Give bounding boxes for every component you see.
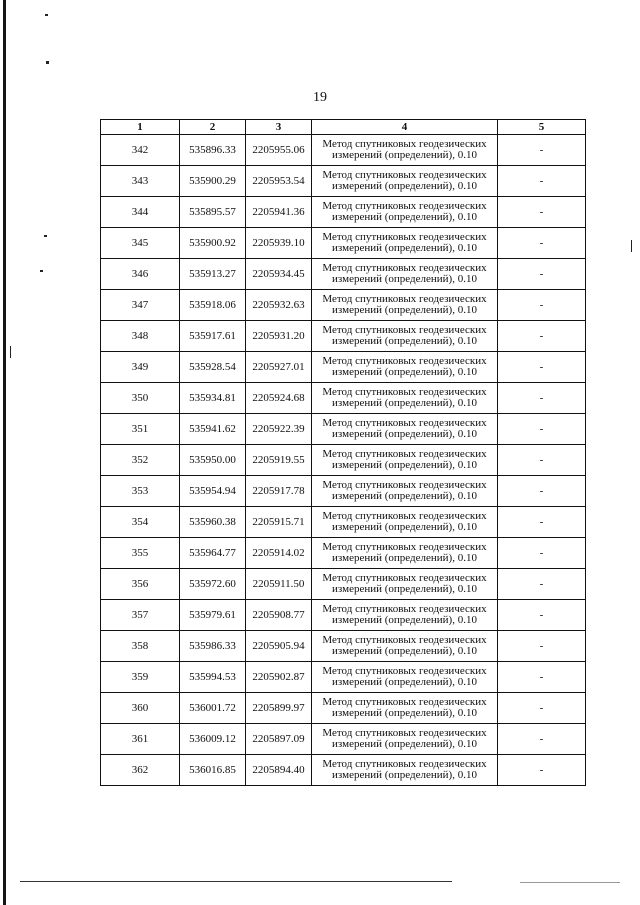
coordinate-x-cell: 535934.81: [180, 383, 246, 414]
table-row: [101, 662, 586, 693]
coordinate-x-cell: 535917.61: [180, 321, 246, 352]
table-row: [101, 290, 586, 321]
coordinate-x-cell: 535896.33: [180, 135, 246, 166]
coordinate-y-cell: 2205927.01: [246, 352, 312, 383]
coordinate-y-cell: 2205919.55: [246, 445, 312, 476]
coordinate-x-cell: 536016.85: [180, 755, 246, 786]
method-text-line1: Метод спутниковых геодезических: [322, 354, 487, 367]
coordinate-y-cell: 2205915.71: [246, 507, 312, 538]
method-text-line1: Метод спутниковых геодезических: [322, 199, 487, 212]
method-cell: [312, 228, 498, 259]
dash-cell: -: [498, 259, 586, 290]
column-header-2: 2: [180, 120, 246, 135]
coordinate-x-cell: 535900.29: [180, 166, 246, 197]
point-number-cell: 353: [101, 476, 180, 507]
method-text-line2: измерений (определений), 0.10: [332, 614, 477, 626]
method-text-line1: Метод спутниковых геодезических: [322, 385, 487, 398]
point-number-cell: 358: [101, 631, 180, 662]
method-text-line1: Метод спутниковых геодезических: [322, 695, 487, 708]
dash-cell: -: [498, 197, 586, 228]
point-number-cell: 350: [101, 383, 180, 414]
coordinate-y-cell: 2205911.50: [246, 569, 312, 600]
point-number-cell: 354: [101, 507, 180, 538]
method-text-line2: измерений (определений), 0.10: [332, 397, 477, 409]
dash-cell: -: [498, 166, 586, 197]
table-row: [101, 569, 586, 600]
method-cell: [312, 631, 498, 662]
coordinate-y-cell: 2205931.20: [246, 321, 312, 352]
coordinate-x-cell: 535918.06: [180, 290, 246, 321]
method-text-line1: Метод спутниковых геодезических: [322, 664, 487, 677]
coordinate-x-cell: 535895.57: [180, 197, 246, 228]
coordinate-y-cell: 2205914.02: [246, 538, 312, 569]
point-number-cell: 346: [101, 259, 180, 290]
table-row: [101, 321, 586, 352]
coordinate-x-cell: 535960.38: [180, 507, 246, 538]
table-row: [101, 135, 586, 166]
dash-cell: -: [498, 631, 586, 662]
scan-bottom-line: [520, 882, 620, 883]
scan-edge-shadow: [3, 0, 6, 905]
dash-cell: -: [498, 600, 586, 631]
method-cell: [312, 693, 498, 724]
dash-cell: -: [498, 724, 586, 755]
method-text-line2: измерений (определений), 0.10: [332, 335, 477, 347]
method-cell: [312, 321, 498, 352]
scan-bottom-line: [20, 881, 452, 882]
method-cell: [312, 662, 498, 693]
column-header-5: 5: [498, 120, 586, 135]
coordinate-y-cell: 2205953.54: [246, 166, 312, 197]
table-row: [101, 507, 586, 538]
coordinate-x-cell: 535972.60: [180, 569, 246, 600]
method-text-line1: Метод спутниковых геодезических: [322, 571, 487, 584]
table-row: [101, 476, 586, 507]
table-row: [101, 724, 586, 755]
method-text-line2: измерений (определений), 0.10: [332, 242, 477, 254]
point-number-cell: 359: [101, 662, 180, 693]
method-text-line1: Метод спутниковых геодезических: [322, 509, 487, 522]
method-text-line2: измерений (определений), 0.10: [332, 645, 477, 657]
coordinate-x-cell: 535986.33: [180, 631, 246, 662]
method-cell: [312, 259, 498, 290]
method-text-line2: измерений (определений), 0.10: [332, 211, 477, 223]
method-text-line1: Метод спутниковых геодезических: [322, 230, 487, 243]
method-cell: [312, 166, 498, 197]
column-header-1: 1: [101, 120, 180, 135]
method-text-line2: измерений (определений), 0.10: [332, 149, 477, 161]
coordinate-x-cell: 535964.77: [180, 538, 246, 569]
method-text-line1: Метод спутниковых геодезических: [322, 137, 487, 150]
method-cell: [312, 724, 498, 755]
dash-cell: -: [498, 290, 586, 321]
dash-cell: -: [498, 352, 586, 383]
coordinate-y-cell: 2205934.45: [246, 259, 312, 290]
method-text-line2: измерений (определений), 0.10: [332, 428, 477, 440]
point-number-cell: 362: [101, 755, 180, 786]
column-header-4: 4: [312, 120, 498, 135]
method-text-line1: Метод спутниковых геодезических: [322, 540, 487, 553]
method-text-line2: измерений (определений), 0.10: [332, 490, 477, 502]
coordinate-x-cell: 535979.61: [180, 600, 246, 631]
table-row: [101, 600, 586, 631]
coordinate-x-cell: 535941.62: [180, 414, 246, 445]
scan-speck: [40, 270, 43, 272]
coordinate-x-cell: 536001.72: [180, 693, 246, 724]
method-text-line1: Метод спутниковых геодезических: [322, 478, 487, 491]
point-number-cell: 349: [101, 352, 180, 383]
table-body: [101, 135, 586, 786]
method-text-line2: измерений (определений), 0.10: [332, 676, 477, 688]
method-cell: [312, 290, 498, 321]
point-number-cell: 345: [101, 228, 180, 259]
coordinate-y-cell: 2205922.39: [246, 414, 312, 445]
table-row: [101, 414, 586, 445]
point-number-cell: 348: [101, 321, 180, 352]
method-text-line1: Метод спутниковых геодезических: [322, 447, 487, 460]
method-text-line2: измерений (определений), 0.10: [332, 552, 477, 564]
scan-speck: [46, 61, 49, 64]
coordinate-x-cell: 536009.12: [180, 724, 246, 755]
method-text-line2: измерений (определений), 0.10: [332, 273, 477, 285]
coordinate-y-cell: 2205905.94: [246, 631, 312, 662]
coordinate-y-cell: 2205917.78: [246, 476, 312, 507]
coordinate-x-cell: 535950.00: [180, 445, 246, 476]
dash-cell: -: [498, 693, 586, 724]
table-row: [101, 631, 586, 662]
coordinate-x-cell: 535913.27: [180, 259, 246, 290]
coordinate-x-cell: 535994.53: [180, 662, 246, 693]
coordinate-y-cell: 2205955.06: [246, 135, 312, 166]
dash-cell: -: [498, 383, 586, 414]
point-number-cell: 360: [101, 693, 180, 724]
scan-speck: [44, 235, 47, 237]
method-text-line1: Метод спутниковых геодезических: [322, 726, 487, 739]
method-text-line2: измерений (определений), 0.10: [332, 583, 477, 595]
method-cell: [312, 352, 498, 383]
coordinate-y-cell: 2205908.77: [246, 600, 312, 631]
coordinate-x-cell: 535900.92: [180, 228, 246, 259]
method-text-line2: измерений (определений), 0.10: [332, 769, 477, 781]
method-cell: [312, 569, 498, 600]
method-text-line1: Метод спутниковых геодезических: [322, 168, 487, 181]
coordinate-y-cell: 2205902.87: [246, 662, 312, 693]
method-text-line2: измерений (определений), 0.10: [332, 459, 477, 471]
table-row: [101, 228, 586, 259]
method-cell: [312, 538, 498, 569]
table-row: [101, 693, 586, 724]
dash-cell: -: [498, 414, 586, 445]
dash-cell: -: [498, 476, 586, 507]
method-text-line1: Метод спутниковых геодезических: [322, 633, 487, 646]
coordinate-y-cell: 2205897.09: [246, 724, 312, 755]
method-cell: [312, 507, 498, 538]
coordinate-x-cell: 535954.94: [180, 476, 246, 507]
method-cell: [312, 600, 498, 631]
point-number-cell: 355: [101, 538, 180, 569]
point-number-cell: 344: [101, 197, 180, 228]
dash-cell: -: [498, 321, 586, 352]
coordinate-y-cell: 2205932.63: [246, 290, 312, 321]
point-number-cell: 347: [101, 290, 180, 321]
dash-cell: -: [498, 538, 586, 569]
method-text-line2: измерений (определений), 0.10: [332, 521, 477, 533]
coordinate-y-cell: 2205894.40: [246, 755, 312, 786]
method-text-line1: Метод спутниковых геодезических: [322, 416, 487, 429]
method-text-line1: Метод спутниковых геодезических: [322, 292, 487, 305]
method-cell: [312, 445, 498, 476]
table-row: [101, 538, 586, 569]
method-text-line2: измерений (определений), 0.10: [332, 180, 477, 192]
dash-cell: -: [498, 569, 586, 600]
point-number-cell: 356: [101, 569, 180, 600]
method-text-line2: измерений (определений), 0.10: [332, 366, 477, 378]
column-header-3: 3: [246, 120, 312, 135]
method-cell: [312, 135, 498, 166]
point-number-cell: 361: [101, 724, 180, 755]
dash-cell: -: [498, 755, 586, 786]
method-text-line2: измерений (определений), 0.10: [332, 707, 477, 719]
table-row: [101, 166, 586, 197]
point-number-cell: 342: [101, 135, 180, 166]
scan-speck: [10, 346, 11, 358]
method-cell: [312, 414, 498, 445]
dash-cell: -: [498, 507, 586, 538]
method-cell: [312, 755, 498, 786]
dash-cell: -: [498, 662, 586, 693]
method-text-line2: измерений (определений), 0.10: [332, 304, 477, 316]
page-number: 19: [313, 90, 327, 105]
coordinate-y-cell: 2205899.97: [246, 693, 312, 724]
coordinate-x-cell: 535928.54: [180, 352, 246, 383]
method-cell: [312, 476, 498, 507]
table-row: [101, 383, 586, 414]
method-cell: [312, 197, 498, 228]
scan-speck: [45, 14, 48, 16]
table-header-row: [101, 120, 586, 135]
dash-cell: -: [498, 135, 586, 166]
table-row: [101, 445, 586, 476]
point-number-cell: 351: [101, 414, 180, 445]
table-row: [101, 259, 586, 290]
table-row: [101, 352, 586, 383]
method-text-line2: измерений (определений), 0.10: [332, 738, 477, 750]
method-text-line1: Метод спутниковых геодезических: [322, 757, 487, 770]
coordinate-y-cell: 2205941.36: [246, 197, 312, 228]
coordinates-table: [100, 119, 586, 786]
point-number-cell: 343: [101, 166, 180, 197]
coordinate-y-cell: 2205939.10: [246, 228, 312, 259]
dash-cell: -: [498, 228, 586, 259]
point-number-cell: 352: [101, 445, 180, 476]
scan-speck: [631, 240, 632, 252]
dash-cell: -: [498, 445, 586, 476]
method-text-line1: Метод спутниковых геодезических: [322, 602, 487, 615]
method-text-line1: Метод спутниковых геодезических: [322, 323, 487, 336]
point-number-cell: 357: [101, 600, 180, 631]
table-row: [101, 755, 586, 786]
method-cell: [312, 383, 498, 414]
table-row: [101, 197, 586, 228]
coordinate-y-cell: 2205924.68: [246, 383, 312, 414]
method-text-line1: Метод спутниковых геодезических: [322, 261, 487, 274]
